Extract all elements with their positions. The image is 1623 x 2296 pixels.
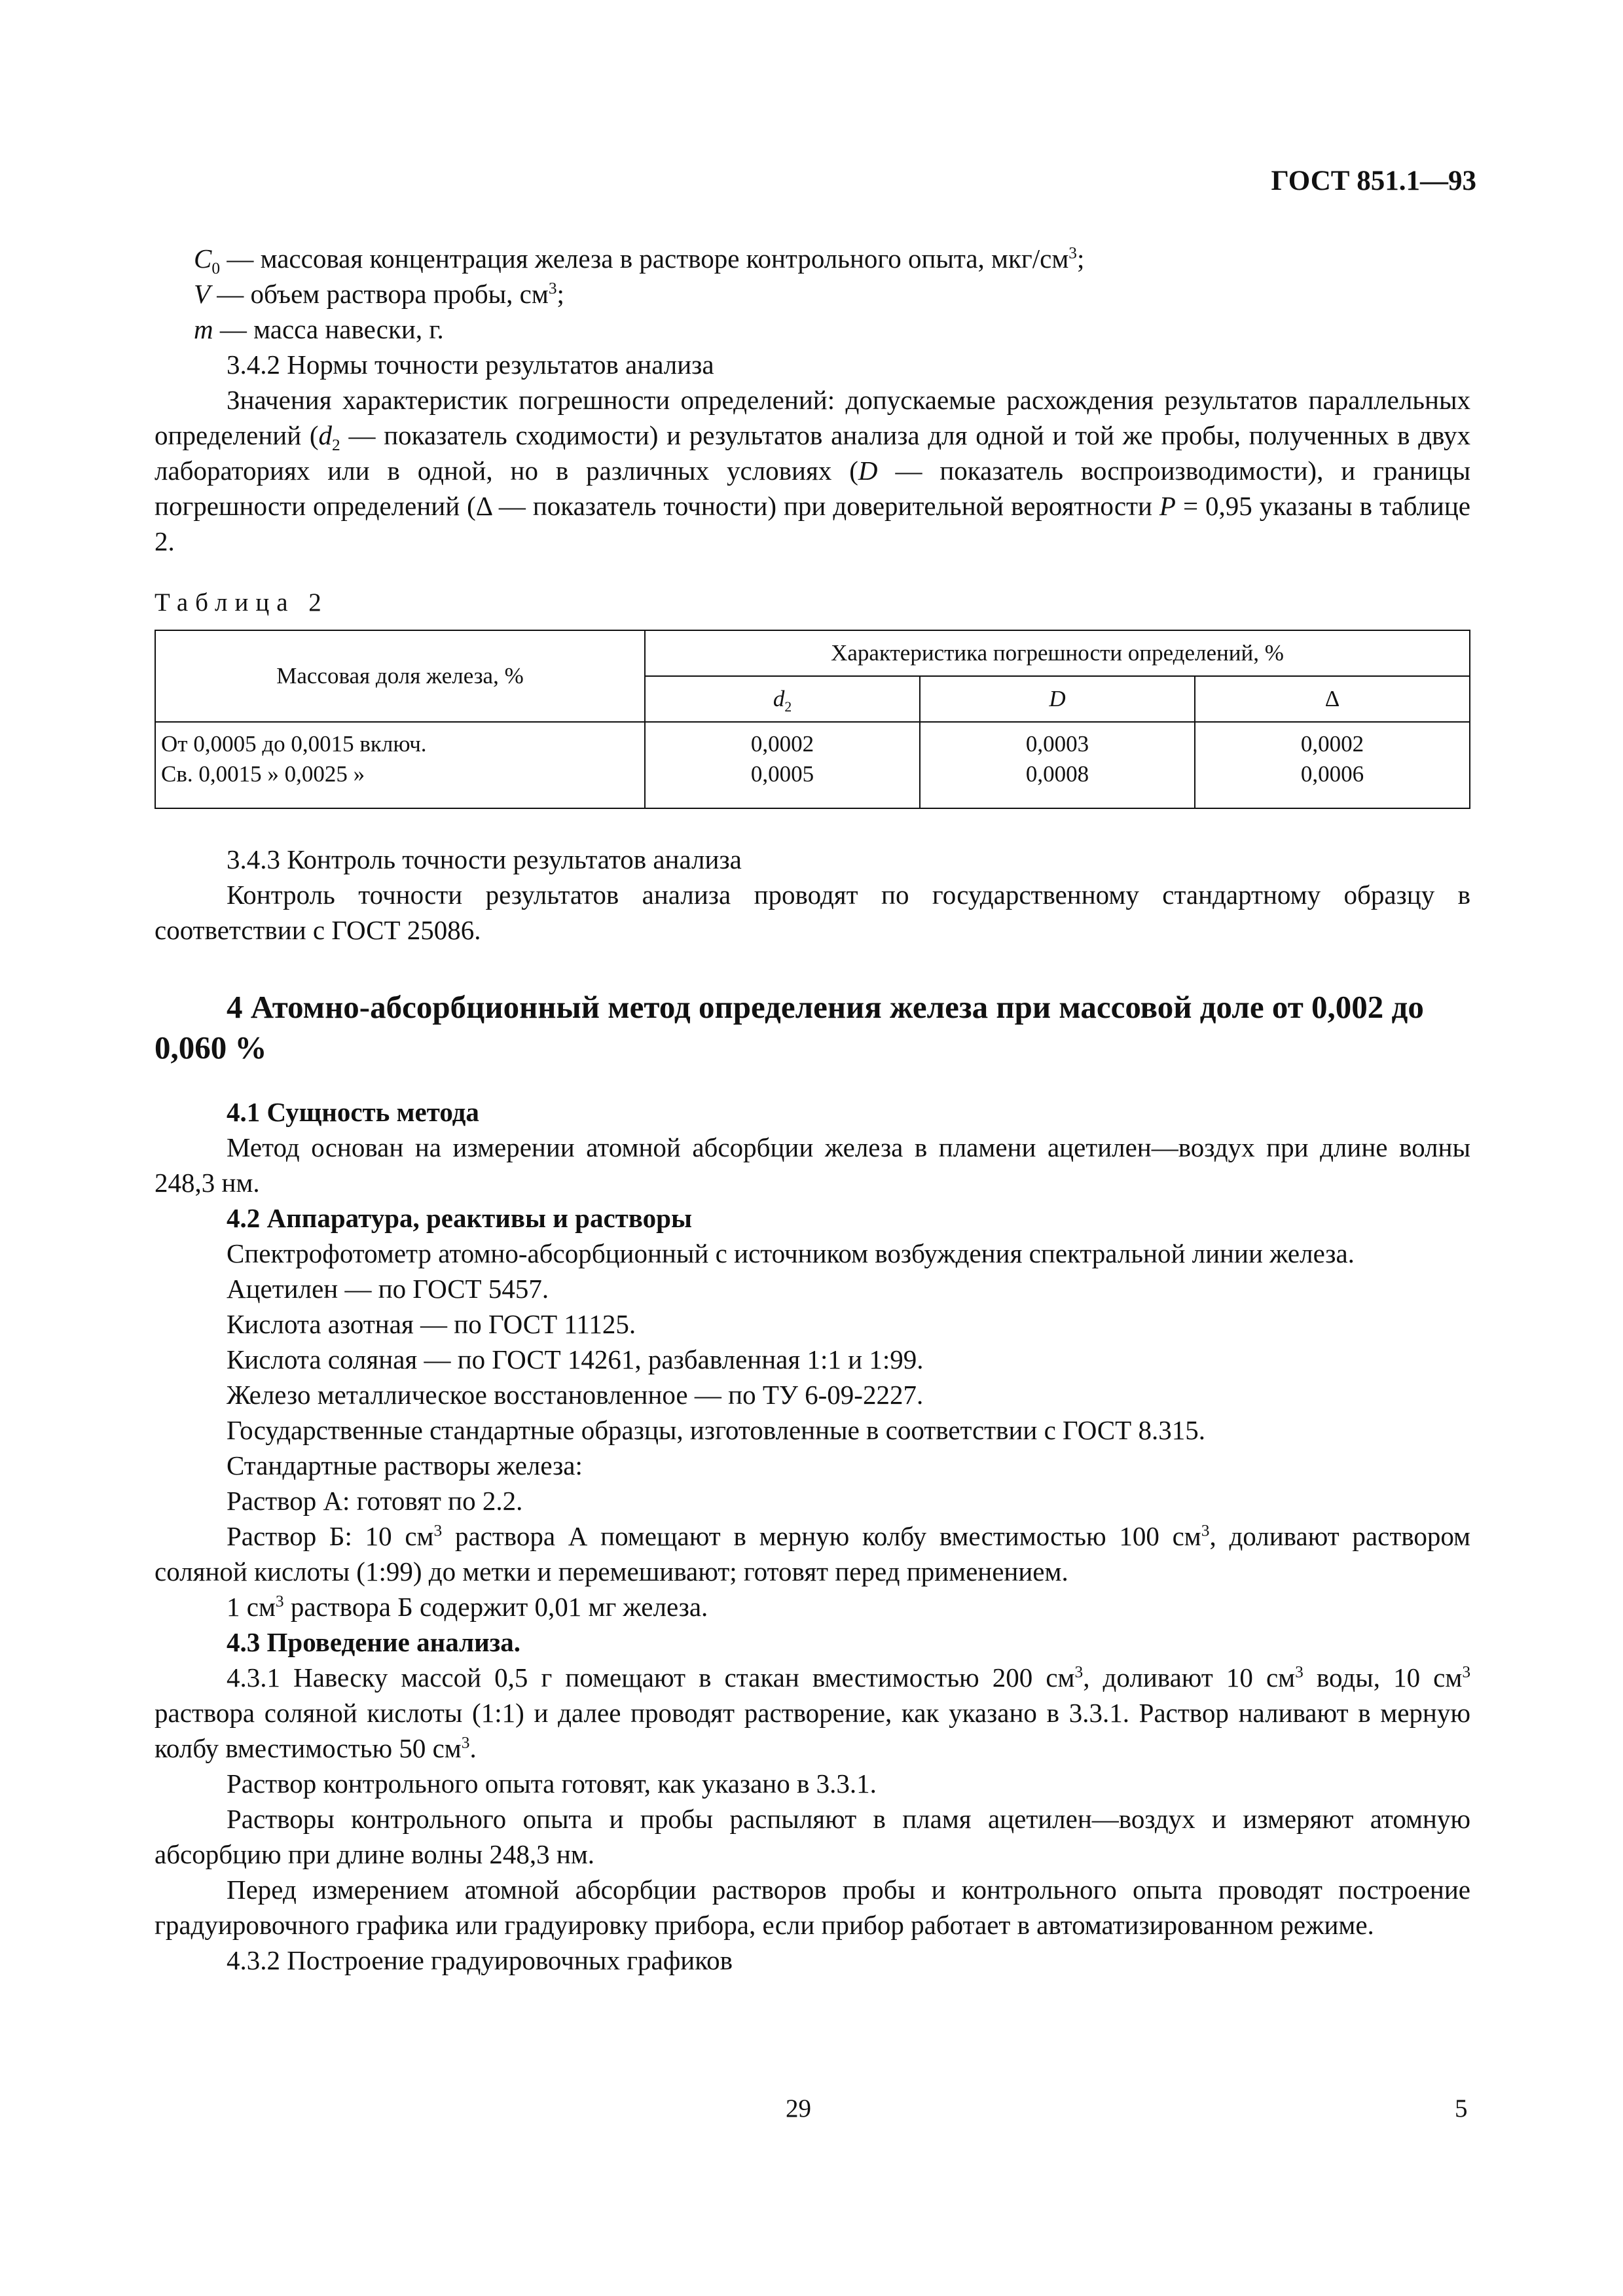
list-item: Кислота соляная — по ГОСТ 14261, разбавленная 1:1 и 1:99. <box>227 1344 924 1374</box>
list-item: Стандартные растворы железа: <box>227 1450 583 1480</box>
column-header-mass-fraction: Массовая доля железа, % <box>155 630 645 722</box>
d2-values-cell: 0,0002 0,0005 <box>645 722 920 808</box>
solution-b-concentration: 1 $см^3$ раствора Б содержит 0,01 мг железа. <box>227 1592 708 1622</box>
page-number-center: 29 <box>786 2094 811 2123</box>
column-header-D: D <box>920 676 1195 722</box>
column-header-delta: Δ <box>1195 676 1470 722</box>
subsection-4-1-title: 4.1 Сущность метода <box>227 1097 479 1127</box>
page-content <box>155 241 1470 1978</box>
subsection-4-2-title: 4.2 Аппаратура, реактивы и растворы <box>227 1203 692 1233</box>
spray-paragraph: Растворы контрольного опыта и пробы распыляют в пламя ацетилен—воздух и измеряют атомную абсорбцию при длине волны 248,3 нм. <box>155 1804 1470 1869</box>
section-4-title: 4 Атомно-абсорбционный метод определения железа при массовой доле от 0,002 до 0,060 % <box>155 989 1424 1066</box>
row-label-cell: От 0,0005 до 0,0015 включ. Св. 0,0015 » 0,0025 » <box>155 722 645 808</box>
page-number-right: 5 <box>1455 2094 1468 2123</box>
subsection-3-4-2-paragraph: Значения характеристик погрешности определений: допускаемые расхождения результатов параллельных определений ($d_2$ — показатель сходимости) и результатов анализа для одной и той же пробы, полученных в двух лабораториях или в одной, но в различных условиях (D — показатель воспроизводимости), и границы погрешности определений (Δ — показатель точности) при доверительной вероятности P = 0,95 указаны в таблице 2. <box>155 385 1471 556</box>
delta-values-cell: 0,0002 0,0006 <box>1195 722 1470 808</box>
precision-table <box>155 630 1470 809</box>
list-item: Кислота азотная — по ГОСТ 11125. <box>227 1309 636 1339</box>
subsection-4-3-2-title: 4.3.2 Построение градуировочных графиков <box>227 1945 733 1975</box>
standard-code-header: ГОСТ 851.1—93 <box>1271 166 1476 196</box>
D-values-cell: 0,0003 0,0008 <box>920 722 1195 808</box>
table-caption: Таблица 2 <box>155 588 329 617</box>
group-header-error-characteristic: Характеристика погрешности определений, % <box>645 630 1470 676</box>
column-header-d2: $d_2$ <box>645 676 920 722</box>
spacer <box>155 809 1470 842</box>
subsection-3-4-2-title: 3.4.2 Нормы точности результатов анализа <box>227 350 714 380</box>
definition-m: m — масса навески, г. <box>194 314 444 344</box>
subsection-3-4-3-paragraph: Контроль точности результатов анализа проводят по государственному стандартному образцу в соответствии с ГОСТ 25086. <box>155 880 1470 945</box>
calibration-paragraph: Перед измерением атомной абсорбции растворов пробы и контрольного опыта проводят построение градуировочного графика или градуировку прибора, если прибор работает в автоматизированном режиме. <box>155 1874 1470 1940</box>
list-item: Ацетилен — по ГОСТ 5457. <box>227 1274 549 1304</box>
subsection-4-3-title: 4.3 Проведение анализа. <box>227 1627 520 1657</box>
subsection-3-4-3-title: 3.4.3 Контроль точности результатов анализа <box>227 844 742 874</box>
list-item: Раствор А: готовят по 2.2. <box>227 1486 523 1516</box>
subsection-4-3-1-paragraph: 4.3.1 Навеску массой 0,5 г помещают в стакан вместимостью 200 $см^3$, доливают 10 $см^3$ воды, 10 $см^3$ раствора соляной кислоты (1:1) и далее проводят растворение, как указано в 3.3.1. Раствор наливают в мерную колбу вместимостью 50 $см^3$. <box>155 1662 1471 1763</box>
list-item: Железо металлическое восстановленное — по ТУ 6-09-2227. <box>227 1380 924 1410</box>
list-item: Спектрофотометр атомно-абсорбционный с источником возбуждения спектральной линии железа. <box>227 1238 1355 1268</box>
definition-c0: $C_0$ — массовая концентрация железа в растворе контрольного опыта, мкг/$см^3$; <box>194 243 1085 278</box>
definition-v: V — объем раствора пробы, $см^3$; <box>194 279 564 309</box>
list-item: Государственные стандартные образцы, изготовленные в соответствии с ГОСТ 8.315. <box>227 1415 1205 1445</box>
table-row <box>155 722 1470 808</box>
control-solution-paragraph: Раствор контрольного опыта готовят, как указано в 3.3.1. <box>227 1768 877 1799</box>
subsection-4-1-paragraph: Метод основан на измерении атомной абсорбции железа в пламени ацетилен—воздух при длине волны 248,3 нм. <box>155 1132 1470 1198</box>
solution-b-paragraph: Раствор Б: 10 $см^3$ раствора А помещают в мерную колбу вместимостью 100 $см^3$, доливают раствором соляной кислоты (1:99) до метки и перемешивают; готовят перед применением. <box>155 1521 1470 1587</box>
